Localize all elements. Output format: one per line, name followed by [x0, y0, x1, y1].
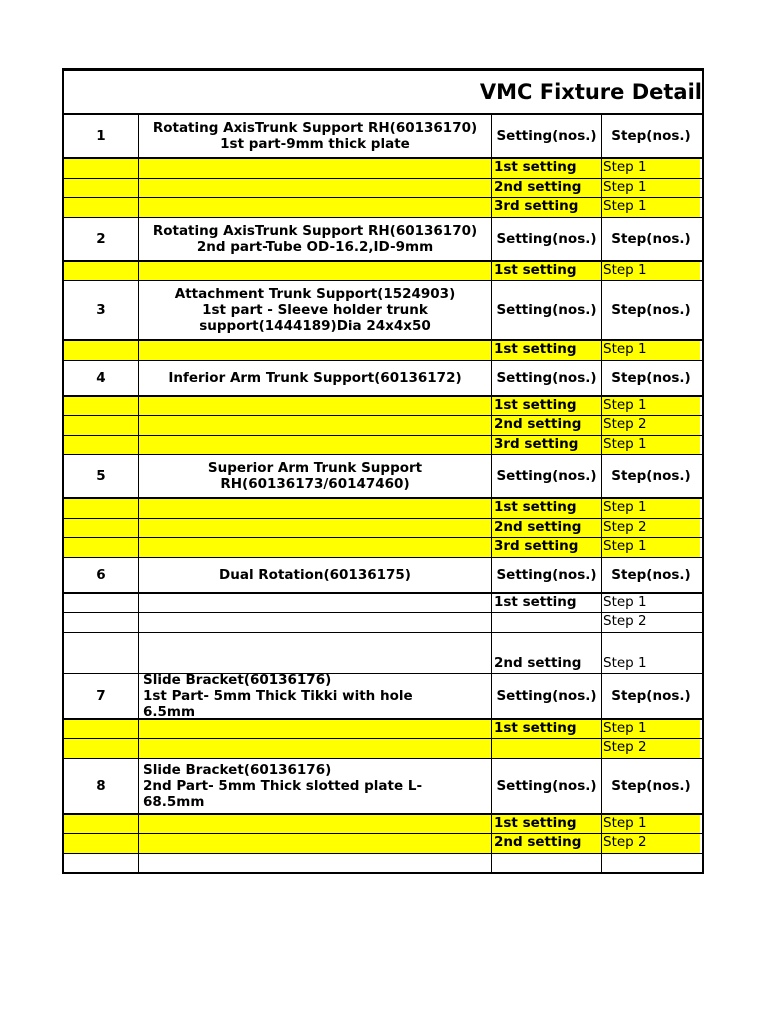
- item-number: 5: [64, 455, 139, 497]
- item-description: Attachment Trunk Support(1524903) 1st part - Sleeve holder trunk support(1444189)Dia 24x4x50: [139, 281, 492, 339]
- empty-cell: [64, 416, 139, 435]
- setting-cell: 3rd setting: [492, 538, 602, 557]
- item-header-row: [64, 674, 702, 720]
- setting-header: Setting(nos.): [492, 281, 602, 339]
- setting-row: [64, 262, 702, 282]
- step-cell: Step 1: [603, 593, 647, 610]
- empty-cell: [64, 179, 139, 198]
- setting-cell: 1st setting: [492, 499, 602, 518]
- item-number: 7: [64, 674, 139, 718]
- setting-cell: 2nd setting: [492, 633, 602, 673]
- item-description: Inferior Arm Trunk Support(60136172): [139, 361, 492, 395]
- empty-cell: [139, 499, 492, 518]
- setting-row: [64, 594, 702, 614]
- empty-cell: [139, 416, 492, 435]
- setting-row: [64, 834, 702, 854]
- setting-row: [64, 613, 702, 633]
- item-description: Superior Arm Trunk Support RH(60136173/60147460): [139, 455, 492, 497]
- step-cell: Step 1: [603, 654, 647, 671]
- item-number: 4: [64, 361, 139, 395]
- empty-cell: [139, 262, 492, 281]
- step-cell: Step 1: [602, 538, 700, 557]
- setting-row: [64, 436, 702, 456]
- empty-cell: [64, 613, 139, 632]
- item-description: Slide Bracket(60136176) 2nd Part- 5mm Thick slotted plate L- 68.5mm: [139, 759, 492, 813]
- setting-row: [64, 397, 702, 417]
- empty-cell: [139, 594, 492, 613]
- setting-cell: 3rd setting: [492, 436, 602, 455]
- empty-cell: [139, 613, 492, 632]
- setting-row: [64, 416, 702, 436]
- setting-row: [64, 198, 702, 218]
- empty-cell: [139, 854, 492, 872]
- item-number: 6: [64, 558, 139, 592]
- empty-cell: [139, 341, 492, 360]
- setting-cell: 1st setting: [492, 720, 602, 739]
- setting-cell: 3rd setting: [492, 198, 602, 217]
- empty-cell: [64, 815, 139, 834]
- step-cell: Step 1: [602, 179, 700, 198]
- step-header: Step(nos.): [611, 369, 691, 386]
- item-description: Rotating AxisTrunk Support RH(60136170) 2nd part-Tube OD-16.2,ID-9mm: [139, 218, 492, 260]
- empty-cell: [139, 739, 492, 758]
- step-cell: Step 2: [602, 739, 700, 758]
- setting-cell: 2nd setting: [492, 519, 602, 538]
- setting-row: [64, 499, 702, 519]
- setting-cell: [492, 613, 602, 632]
- step-cell: Step 1: [602, 341, 700, 360]
- setting-cell: [492, 739, 602, 758]
- setting-row: [64, 720, 702, 740]
- empty-cell: [64, 397, 139, 416]
- item-header-row: [64, 115, 702, 159]
- step-cell: Step 1: [602, 499, 700, 518]
- step-header: Step(nos.): [611, 687, 691, 704]
- step-header: Step(nos.): [611, 302, 691, 318]
- item-header-row: [64, 281, 702, 341]
- empty-cell: [64, 436, 139, 455]
- empty-cell: [139, 815, 492, 834]
- step-cell: Step 2: [602, 416, 700, 435]
- step-header: Step(nos.): [611, 128, 691, 144]
- setting-cell: 1st setting: [492, 262, 602, 281]
- empty-cell: [64, 159, 139, 178]
- item-description: Rotating AxisTrunk Support RH(60136170) 1st part-9mm thick plate: [139, 115, 492, 157]
- setting-header: Setting(nos.): [492, 218, 602, 260]
- step-cell: Step 1: [602, 262, 700, 281]
- step-cell: Step 1: [602, 397, 700, 416]
- setting-row: [64, 519, 702, 539]
- empty-cell: [139, 436, 492, 455]
- empty-row: [64, 854, 702, 872]
- item-header-row: [64, 218, 702, 262]
- setting-row: [64, 739, 702, 759]
- setting-row: [64, 341, 702, 361]
- empty-cell: [139, 633, 492, 673]
- empty-cell: [64, 262, 139, 281]
- setting-cell: 1st setting: [492, 594, 602, 613]
- empty-cell: [64, 538, 139, 557]
- empty-cell: [602, 854, 700, 872]
- setting-row: [64, 179, 702, 199]
- empty-cell: [64, 739, 139, 758]
- setting-row: [64, 815, 702, 835]
- setting-row: [64, 159, 702, 179]
- setting-cell: 1st setting: [492, 159, 602, 178]
- step-header: Step(nos.): [611, 777, 691, 794]
- step-header: Step(nos.): [611, 468, 691, 484]
- sheet-title-row: [64, 71, 702, 115]
- setting-cell: 1st setting: [492, 341, 602, 360]
- empty-cell: [139, 538, 492, 557]
- setting-header: Setting(nos.): [492, 455, 602, 497]
- empty-cell: [64, 499, 139, 518]
- empty-cell: [64, 633, 139, 673]
- step-cell: Step 2: [603, 613, 647, 629]
- step-cell: Step 2: [602, 834, 700, 853]
- step-cell: Step 1: [602, 198, 700, 217]
- step-cell: Step 2: [602, 519, 700, 538]
- setting-header: Setting(nos.): [492, 361, 602, 395]
- empty-cell: [139, 179, 492, 198]
- empty-cell: [64, 834, 139, 853]
- setting-header: Setting(nos.): [492, 558, 602, 592]
- empty-cell: [139, 834, 492, 853]
- step-cell: Step 1: [602, 815, 700, 834]
- empty-cell: [139, 159, 492, 178]
- setting-row: [64, 633, 702, 674]
- empty-cell: [139, 720, 492, 739]
- setting-header: Setting(nos.): [492, 115, 602, 157]
- vmc-fixture-sheet: [62, 68, 704, 874]
- setting-cell: 1st setting: [492, 815, 602, 834]
- empty-cell: [139, 397, 492, 416]
- step-header: Step(nos.): [611, 230, 691, 247]
- item-description: Dual Rotation(60136175): [139, 558, 492, 592]
- step-cell: Step 1: [602, 720, 700, 739]
- item-description: Slide Bracket(60136176) 1st Part- 5mm Thick Tikki with hole 6.5mm: [139, 674, 492, 718]
- setting-cell: 1st setting: [492, 397, 602, 416]
- empty-cell: [64, 720, 139, 739]
- empty-cell: [492, 854, 602, 872]
- empty-cell: [64, 519, 139, 538]
- item-header-row: [64, 558, 702, 594]
- empty-cell: [64, 594, 139, 613]
- fixture-table-body: [64, 115, 702, 872]
- empty-cell: [64, 198, 139, 217]
- item-header-row: [64, 455, 702, 499]
- item-number: 8: [64, 759, 139, 813]
- item-number: 2: [64, 218, 139, 260]
- item-header-row: [64, 759, 702, 815]
- step-cell: Step 1: [602, 436, 700, 455]
- setting-cell: 2nd setting: [492, 834, 602, 853]
- sheet-title: VMC Fixture Detail: [479, 80, 702, 104]
- setting-cell: 2nd setting: [492, 416, 602, 435]
- empty-cell: [64, 854, 139, 872]
- empty-cell: [64, 341, 139, 360]
- item-number: 1: [64, 115, 139, 157]
- step-header: Step(nos.): [611, 566, 691, 583]
- setting-header: Setting(nos.): [492, 759, 602, 813]
- setting-row: [64, 538, 702, 558]
- setting-cell: 2nd setting: [492, 179, 602, 198]
- item-number: 3: [64, 281, 139, 339]
- empty-cell: [139, 198, 492, 217]
- empty-cell: [139, 519, 492, 538]
- setting-header: Setting(nos.): [492, 674, 602, 718]
- step-cell: Step 1: [602, 159, 700, 178]
- item-header-row: [64, 361, 702, 397]
